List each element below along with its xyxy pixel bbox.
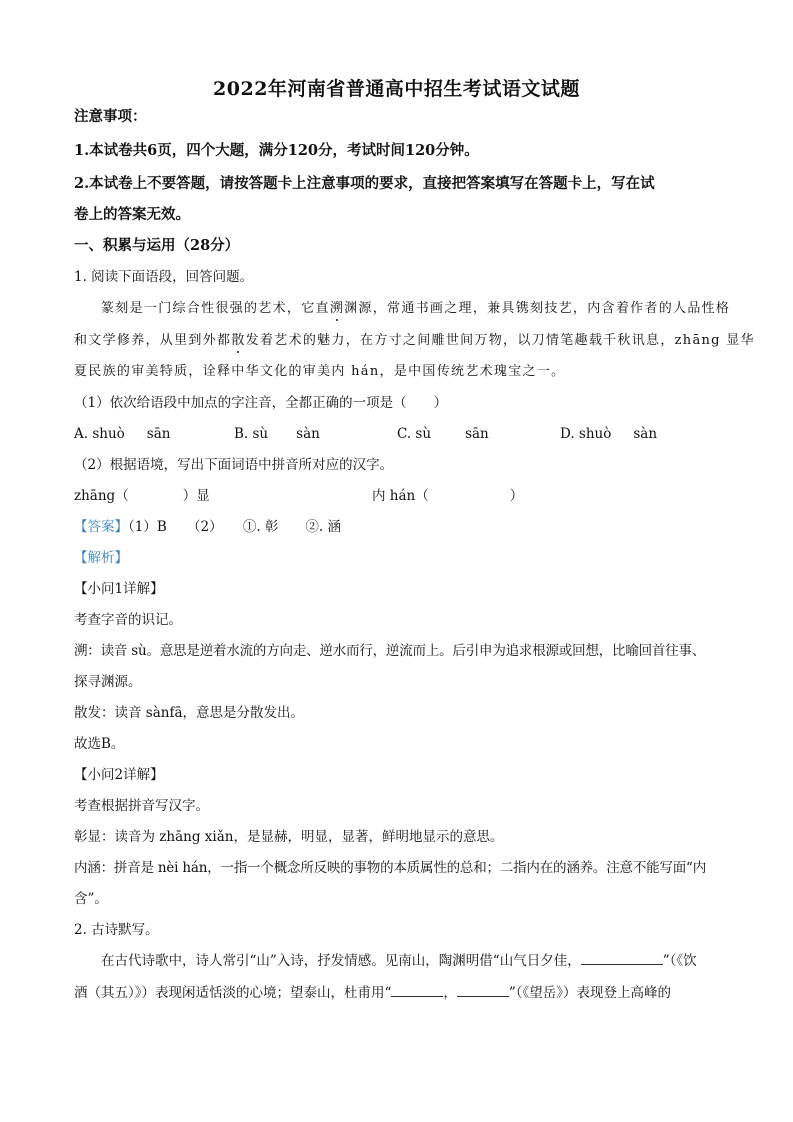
poem-text: 酒（其五）》）表现闲适恬淡的心境；望泰山，杜甫用“ [74, 985, 392, 1001]
analysis-text: 内涵：拼音是 nèi hán，一指一个概念所反映的事物的本质属性的总和；二指内在的涵养。注意不能写面“内 [74, 860, 707, 876]
notice-heading: 注意事项： [74, 108, 147, 125]
sub-question-2-prompt: （2）根据语境，写出下面词语中拼音所对应的汉字。 [74, 457, 394, 473]
poem-text: ”（《饮 [662, 953, 697, 969]
blank-han: 内 hán（ ） [372, 488, 524, 504]
fill-blank [581, 952, 663, 965]
option-c: C. sù sān [397, 426, 489, 442]
options-row [74, 425, 734, 443]
notice-item-1: 1.本试卷共6页，四个大题，满分120分，考试时间120分钟。 [74, 142, 479, 159]
analysis-text: 溯：读音 sù。意思是逆着水流的方向走、逆水而行，逆流而上。后引申为追求根源或回想，比喻回首往事、 [74, 643, 706, 659]
analysis-text: 探寻渊源。 [74, 674, 142, 690]
passage-text: 渊源，常通书画之理，兼具镌刻技艺，内含着作者的人品性格 [344, 301, 731, 316]
passage-line-1 [101, 300, 730, 318]
option-a: A. shuò sān [74, 426, 171, 442]
option-b: B. sù sàn [234, 426, 320, 442]
passage-text: 和文学修养，从里到外都 [74, 333, 232, 348]
fill-blanks-row [74, 487, 734, 505]
sub1-detail-heading: 【小问1详解】 [74, 581, 164, 597]
analysis-text: 彰显：读音为 zhāng xiǎn，是显赫，明显，显著，鲜明地显示的意思。 [74, 829, 504, 845]
answer-text: （1）B （2） ①. 彰 ②. 涵 [128, 519, 342, 535]
poem-text: ”（《望岳》）表现登上高峰的 [508, 985, 672, 1001]
dotted-character: 溯 [329, 301, 345, 316]
passage-line-2 [74, 332, 755, 350]
fill-blank [457, 984, 509, 997]
poem-line-2: 酒（其五）》）表现闲适恬淡的心境；望泰山，杜甫用“ ， ”（《望岳》）表现登上高峰的 [74, 985, 672, 1001]
question-2-prompt: 2. 古诗默写。 [74, 922, 159, 938]
fill-blank [391, 984, 443, 997]
analysis-text: 散发：读音 sànfā，意思是分散发出。 [74, 705, 305, 721]
passage-text: 发着艺术的魅力，在方寸之间雕世间万物，以刀情笔趣载千秋讯息，zhāng 显华 [245, 333, 755, 348]
analysis-text: 含”。 [74, 891, 108, 907]
analysis-text: 考查根据拼音写汉字。 [74, 798, 209, 814]
page-title: 2022年河南省普通高中招生考试语文试题 [213, 78, 580, 100]
sub-question-1-prompt: （1）依次给语段中加点的字注音，全都正确的一项是（ ） [74, 395, 448, 411]
analysis-text: 考查字音的识记。 [74, 612, 182, 628]
notice-item-2: 2.本试卷上不要答题，请按答题卡上注意事项的要求，直接把答案填写在答题卡上，写在试 [74, 175, 655, 192]
analysis-text: 故选B。 [74, 736, 125, 752]
poem-line-1 [101, 952, 697, 970]
passage-line-3: 夏民族的审美特质，诠释中华文化的审美内 hán，是中国传统艺术瑰宝之一。 [74, 364, 566, 379]
section-heading: 一、积累与运用（28分） [74, 237, 240, 254]
answer-label: 【答案】 [74, 519, 128, 535]
passage-text: 篆刻是一门综合性很强的艺术，它直 [101, 301, 330, 316]
question-1-prompt: 1. 阅读下面语段，回答问题。 [74, 269, 254, 285]
sub2-detail-heading: 【小问2详解】 [74, 767, 164, 783]
blank-zhang: zhāng（ ）显 [74, 488, 210, 504]
answer-line [74, 518, 341, 536]
option-d: D. shuò sàn [560, 426, 658, 442]
dotted-character: 散 [231, 333, 246, 348]
analysis-label: 【解析】 [74, 550, 128, 566]
poem-text: 在古代诗歌中，诗人常引“山”入诗，抒发情感。见南山，陶渊明借“山气日夕佳， [101, 953, 581, 969]
notice-item-2-cont: 卷上的答案无效。 [74, 206, 190, 223]
